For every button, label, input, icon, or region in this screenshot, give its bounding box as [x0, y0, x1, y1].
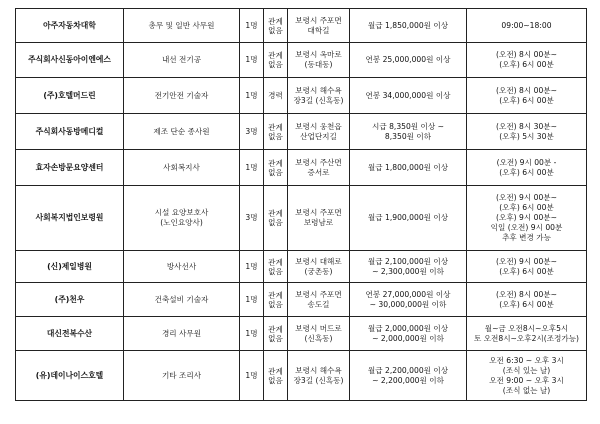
company-cell: 아주자동차대학 [16, 9, 124, 43]
cell-line: 연봉 27,000,000원 이상 [365, 289, 451, 299]
cell-line: 방사선사 [166, 261, 197, 271]
career-cell [264, 150, 288, 186]
location-cell [288, 317, 350, 351]
cell-line: 없음 [268, 131, 283, 141]
cell-line: (조식 있는 날) [502, 365, 551, 375]
cell-line: ~ 30,000,000원 이하 [369, 299, 447, 309]
career-cell [264, 114, 288, 150]
location-cell [288, 43, 350, 78]
salary-cell [350, 251, 467, 283]
hours-cell [467, 9, 587, 43]
cell-line: (오후) 9시 00분~ [496, 213, 557, 222]
cell-line: 장3길 (신흑동) [293, 375, 344, 385]
cell-line: 관계 [268, 324, 283, 334]
hours-cell [467, 150, 587, 186]
cell-line: 없음 [268, 299, 283, 309]
cell-line: 보령시 해수욕 [295, 365, 342, 375]
headcount-cell: 1명 [240, 78, 264, 114]
location-cell [288, 186, 350, 251]
company-cell: 효자손방문요양센터 [16, 150, 124, 186]
table-row [16, 9, 587, 43]
location-cell [288, 283, 350, 317]
salary-cell [350, 150, 467, 186]
company-cell: (주)호텔머드린 [16, 78, 124, 114]
job-cell [124, 114, 240, 150]
cell-line: 기타 조리사 [161, 370, 202, 380]
cell-line: 시설 요양보호사 [154, 208, 209, 217]
table-row [16, 43, 587, 78]
job-cell [124, 283, 240, 317]
location-cell [288, 114, 350, 150]
cell-line: 산업단지길 [300, 131, 337, 141]
table-row [16, 351, 587, 401]
headcount-cell: 3명 [240, 186, 264, 251]
cell-line: 관계 [268, 257, 283, 267]
cell-line: 월~금 오전8시~오후5시 [484, 323, 569, 333]
job-cell [124, 251, 240, 283]
job-listing-table [15, 8, 587, 401]
table-row [16, 283, 587, 317]
headcount-cell: 1명 [240, 150, 264, 186]
cell-line: 토 오전8시~오후2시(조정가능) [473, 333, 580, 343]
hours-cell [467, 317, 587, 351]
cell-line: 없음 [268, 375, 283, 385]
cell-line: (오전) 8시 00분~ [496, 50, 557, 59]
cell-line: 시급 8,350원 이상 ~ [371, 121, 445, 131]
salary-cell [350, 114, 467, 150]
cell-line: 월급 2,000,000원 이상 [367, 323, 449, 333]
cell-line: 관계 [268, 209, 283, 218]
cell-line: 없음 [268, 266, 283, 276]
job-cell [124, 150, 240, 186]
location-cell [288, 150, 350, 186]
cell-line: 없음 [268, 25, 283, 35]
hours-cell [467, 351, 587, 401]
hours-cell [467, 43, 587, 78]
cell-line: ~ 2,200,000원 이하 [372, 375, 444, 385]
cell-line: (오후) 6시 00분 [499, 299, 554, 309]
career-cell [264, 78, 288, 114]
cell-line: 송도길 [307, 299, 330, 309]
cell-line: 월급 1,800,000원 이상 [367, 162, 449, 172]
cell-line: 월급 1,850,000원 이상 [367, 20, 449, 30]
job-cell [124, 186, 240, 251]
cell-line: 사회복지사 [163, 162, 200, 172]
salary-cell [350, 9, 467, 43]
cell-line: 연봉 34,000,000원 이상 [365, 90, 451, 100]
hours-cell [467, 114, 587, 150]
cell-line: 오전 9:00 ~ 오후 3시 [489, 375, 564, 385]
cell-line: 관계 [268, 158, 283, 168]
career-cell [264, 317, 288, 351]
cell-line: (오후) 6시 00분 [499, 95, 554, 105]
cell-line: (오전) 8시 30분~ [496, 121, 557, 131]
career-cell [264, 43, 288, 78]
job-cell [124, 317, 240, 351]
cell-line: 경리 사무원 [161, 328, 202, 338]
cell-line: 없음 [268, 60, 283, 69]
cell-line: (노인요양사) [160, 218, 203, 227]
cell-line: 오전 6:30 ~ 오후 3시 [489, 355, 564, 365]
cell-line: (오전) 8시 00분~ [496, 289, 557, 299]
salary-cell [350, 351, 467, 401]
cell-line: 관계 [268, 16, 283, 26]
cell-line: 관계 [268, 366, 283, 376]
table-row [16, 251, 587, 283]
career-cell [264, 251, 288, 283]
cell-line: 추후 변경 가능 [502, 233, 551, 242]
cell-line: 전기안전 기술자 [154, 90, 209, 100]
career-cell [264, 283, 288, 317]
cell-line: 보령시 대해로 [295, 256, 342, 266]
company-cell: (유)데이나이스호텔 [16, 351, 124, 401]
cell-line: (궁촌동) [304, 266, 333, 276]
cell-line: 건축설비 기술자 [154, 294, 209, 304]
table-body [16, 9, 587, 401]
table-row [16, 114, 587, 150]
cell-line: ~ 2,000,000원 이하 [372, 333, 444, 343]
cell-line: 보령시 옥마로 [295, 50, 342, 59]
cell-line: 익일 (오전) 9시 00분 [490, 223, 563, 232]
cell-line: 없음 [268, 333, 283, 343]
salary-cell [350, 78, 467, 114]
cell-line: (오전) 9시 00분~ [496, 256, 557, 266]
hours-cell [467, 186, 587, 251]
job-cell [124, 78, 240, 114]
cell-line: (오후) 6시 00분 [499, 266, 554, 276]
cell-line: 내선 전기공 [161, 55, 202, 64]
table-row [16, 317, 587, 351]
cell-line: 없음 [268, 167, 283, 177]
cell-line: 8,350원 이하 [384, 131, 432, 141]
cell-line: 09:00~18:00 [501, 20, 552, 30]
salary-cell [350, 43, 467, 78]
cell-line: (오후) 6시 00분 [499, 60, 554, 69]
job-cell [124, 351, 240, 401]
cell-line: 보령시 웅천읍 [295, 121, 342, 131]
cell-line: 장3길 (신흑동) [293, 95, 344, 105]
cell-line: (오전) 9시 00분 - [496, 157, 557, 167]
cell-line: 총무 및 일반 사무원 [148, 20, 215, 30]
table-row [16, 186, 587, 251]
cell-line: 관계 [268, 51, 283, 60]
cell-line: 제조 단순 종사원 [153, 126, 210, 136]
cell-line: 보령시 해수욕 [295, 85, 342, 95]
cell-line: 보령시 주포면 [295, 208, 342, 217]
headcount-cell: 3명 [240, 114, 264, 150]
cell-line: 증서로 [307, 167, 330, 177]
cell-line: (오후) 6시 00분 [499, 167, 554, 177]
cell-line: 관계 [268, 290, 283, 300]
cell-line: 연봉 25,000,000원 이상 [365, 55, 451, 64]
cell-line: 보령시 주산면 [295, 157, 342, 167]
cell-line: 보령남로 [303, 218, 334, 227]
cell-line: 월급 2,100,000원 이상 [367, 256, 449, 266]
headcount-cell: 1명 [240, 317, 264, 351]
cell-line: (오후) 6시 00분 [499, 203, 554, 212]
job-cell [124, 9, 240, 43]
location-cell [288, 351, 350, 401]
hours-cell [467, 283, 587, 317]
cell-line: 보령시 머드로 [295, 323, 342, 333]
headcount-cell: 1명 [240, 283, 264, 317]
career-cell [264, 186, 288, 251]
cell-line: (오후) 5시 30분 [499, 131, 554, 141]
career-cell [264, 351, 288, 401]
cell-line: (신흑동) [304, 333, 333, 343]
company-cell: (주)천우 [16, 283, 124, 317]
hours-cell [467, 251, 587, 283]
headcount-cell: 1명 [240, 9, 264, 43]
company-cell: 주식회사동방메디컬 [16, 114, 124, 150]
headcount-cell: 1명 [240, 251, 264, 283]
headcount-cell: 1명 [240, 351, 264, 401]
salary-cell [350, 186, 467, 251]
table-row [16, 150, 587, 186]
cell-line: 대학길 [307, 25, 330, 35]
table-row [16, 78, 587, 114]
cell-line: (오전) 8시 00분~ [496, 85, 557, 95]
cell-line: 보령시 주포면 [295, 289, 342, 299]
cell-line: 없음 [268, 218, 283, 227]
company-cell: (신)제일병원 [16, 251, 124, 283]
career-cell [264, 9, 288, 43]
company-cell: 대신전복수산 [16, 317, 124, 351]
cell-line: (동대동) [304, 60, 333, 69]
cell-line: 보령시 주포면 [295, 15, 342, 25]
company-cell: 주식회사신동아이엔에스 [16, 43, 124, 78]
hours-cell [467, 78, 587, 114]
location-cell [288, 9, 350, 43]
cell-line: 월급 2,200,000원 이상 [367, 365, 449, 375]
company-cell: 사회복지법인보령원 [16, 186, 124, 251]
location-cell [288, 78, 350, 114]
salary-cell [350, 317, 467, 351]
cell-line: 관계 [268, 122, 283, 132]
cell-line: (오전) 9시 00분~ [496, 193, 557, 202]
job-cell [124, 43, 240, 78]
cell-line: (조식 없는 날) [502, 385, 551, 395]
cell-line: 월급 1,900,000원 이상 [367, 213, 449, 222]
location-cell [288, 251, 350, 283]
cell-line: 경력 [268, 91, 283, 100]
headcount-cell: 1명 [240, 43, 264, 78]
cell-line: ~ 2,300,000원 이하 [372, 266, 444, 276]
salary-cell [350, 283, 467, 317]
